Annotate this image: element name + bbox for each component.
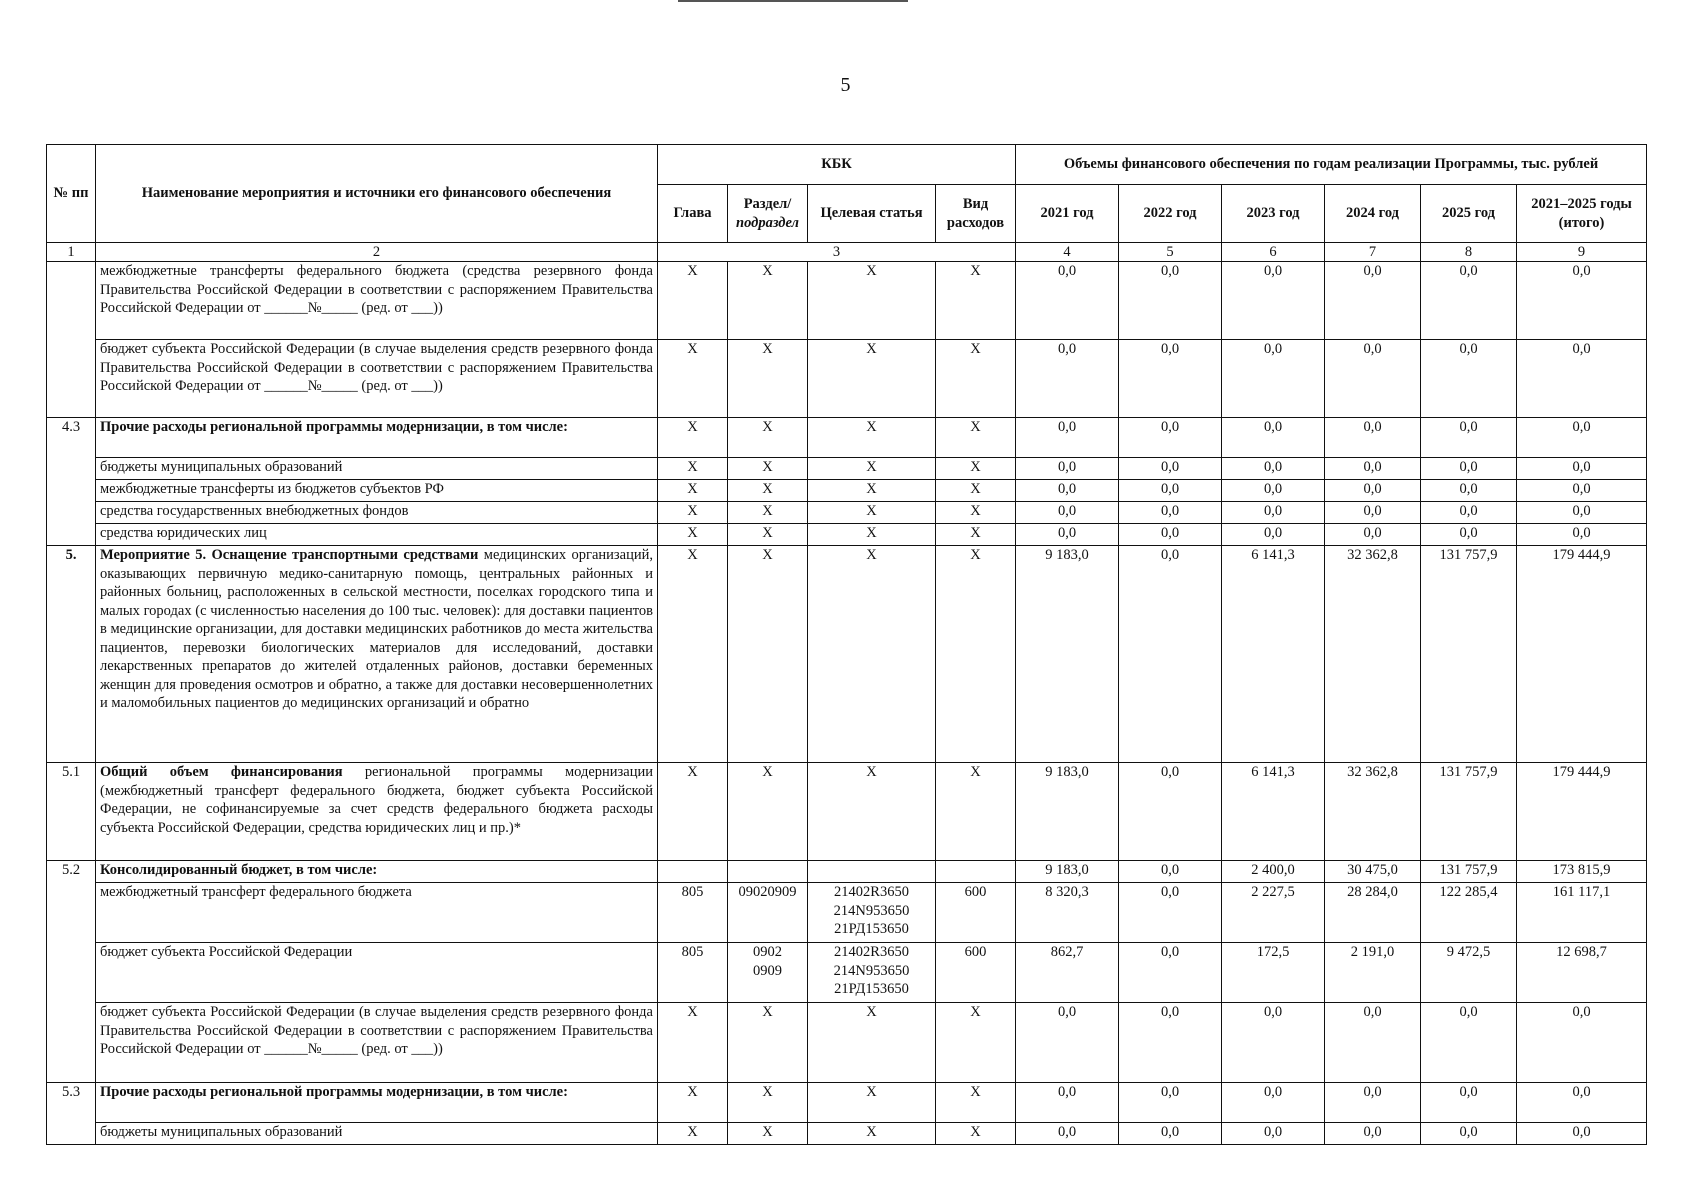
header-razdel — [728, 185, 808, 243]
value-cell: 28 284,0 — [1325, 883, 1421, 943]
index-cell: 7 — [1325, 243, 1421, 262]
value-cell: 179 444,9 — [1517, 546, 1647, 763]
kbk-tselevaya-cell: X — [808, 458, 936, 480]
kbk-vid-cell: X — [936, 458, 1016, 480]
header-year-2022: 2022 год — [1119, 185, 1222, 243]
kbk-razdel-cell: 0902 0909 — [728, 943, 808, 1003]
table-row — [47, 418, 1647, 458]
header-podrazdel-text: подраздел — [736, 214, 799, 231]
kbk-glava-cell: X — [658, 480, 728, 502]
kbk-glava-cell: X — [658, 1083, 728, 1123]
kbk-razdel-cell: X — [728, 480, 808, 502]
kbk-tselevaya-cell: X — [808, 763, 936, 861]
kbk-razdel-cell: X — [728, 763, 808, 861]
value-cell: 173 815,9 — [1517, 861, 1647, 883]
value-cell: 0,0 — [1222, 262, 1325, 340]
kbk-vid-cell — [936, 861, 1016, 883]
kbk-glava-cell: X — [658, 502, 728, 524]
value-cell: 0,0 — [1222, 1003, 1325, 1083]
value-cell: 0,0 — [1325, 340, 1421, 418]
row-description — [96, 883, 658, 943]
value-cell: 0,0 — [1119, 763, 1222, 861]
value-cell: 0,0 — [1325, 502, 1421, 524]
header-row-1 — [47, 145, 1647, 185]
kbk-razdel-cell: X — [728, 1003, 808, 1083]
kbk-razdel-cell: X — [728, 524, 808, 546]
table-row — [47, 480, 1647, 502]
header-num: № пп — [47, 145, 96, 243]
row-description-text: межбюджетный трансферт федерального бюджета — [100, 884, 412, 900]
index-cell: 1 — [47, 243, 96, 262]
value-cell: 0,0 — [1517, 502, 1647, 524]
value-cell: 0,0 — [1325, 1083, 1421, 1123]
value-cell: 0,0 — [1016, 262, 1119, 340]
value-cell: 0,0 — [1119, 861, 1222, 883]
row-description-text: бюджет субъекта Российской Федерации (в случае выделения средств резервного фонда Правительства Российской Федерации в соответствии с распоряжением Правительства Российской Федерации от ______№_____ (ред. от ___)) — [100, 1004, 653, 1058]
row-description — [96, 943, 658, 1003]
value-cell: 862,7 — [1016, 943, 1119, 1003]
kbk-razdel-cell: X — [728, 458, 808, 480]
value-cell: 30 475,0 — [1325, 861, 1421, 883]
kbk-glava-cell: X — [658, 524, 728, 546]
top-rule — [678, 0, 908, 2]
kbk-razdel-cell: X — [728, 262, 808, 340]
header-kbk: КБК — [658, 145, 1016, 185]
table-row — [47, 524, 1647, 546]
row-description-text: региональной программы модернизации (межбюджетный трансферт федерального бюджета, бюджет субъекта Российской Федерации, не софинансируемые за счет средств федерального бюджета расходы субъекта Российской Федерации, средства юридических лиц и пр.)* — [100, 764, 653, 836]
value-cell: 2 191,0 — [1325, 943, 1421, 1003]
kbk-razdel-cell: X — [728, 546, 808, 763]
header-volumes: Объемы финансового обеспечения по годам реализации Программы, тыс. рублей — [1016, 145, 1647, 185]
table-row — [47, 861, 1647, 883]
kbk-razdel-cell: X — [728, 1123, 808, 1145]
value-cell: 172,5 — [1222, 943, 1325, 1003]
row-description-text: бюджет субъекта Российской Федерации — [100, 944, 353, 960]
index-cell: 6 — [1222, 243, 1325, 262]
section-number: 5.2 — [47, 861, 96, 1083]
financing-table — [46, 144, 1647, 1145]
row-description-bold: Консолидированный бюджет, в том числе: — [100, 862, 378, 878]
kbk-vid-cell: X — [936, 480, 1016, 502]
value-cell: 0,0 — [1016, 480, 1119, 502]
table-row — [47, 1003, 1647, 1083]
value-cell: 131 757,9 — [1421, 546, 1517, 763]
header-year-2021: 2021 год — [1016, 185, 1119, 243]
kbk-glava-cell: X — [658, 763, 728, 861]
value-cell: 0,0 — [1119, 1123, 1222, 1145]
table-row — [47, 546, 1647, 763]
value-cell: 32 362,8 — [1325, 763, 1421, 861]
value-cell: 0,0 — [1119, 502, 1222, 524]
row-description — [96, 480, 658, 502]
kbk-glava-cell: X — [658, 1123, 728, 1145]
row-description — [96, 1123, 658, 1145]
header-year-2025: 2025 год — [1421, 185, 1517, 243]
row-description-text: межбюджетные трансферты федерального бюджета (средства резервного фонда Правительства Российской Федерации в соответствии с распоряжением Правительства Российской Федерации от ______№_____ (ред. от ___)) — [100, 263, 653, 317]
kbk-glava-cell: X — [658, 1003, 728, 1083]
value-cell: 122 285,4 — [1421, 883, 1517, 943]
value-cell: 0,0 — [1222, 524, 1325, 546]
index-cell: 2 — [96, 243, 658, 262]
value-cell: 0,0 — [1222, 418, 1325, 458]
row-description — [96, 1083, 658, 1123]
kbk-tselevaya-cell: X — [808, 340, 936, 418]
row-description-text: средства государственных внебюджетных фондов — [100, 503, 409, 519]
value-cell: 0,0 — [1517, 458, 1647, 480]
kbk-vid-cell: X — [936, 1003, 1016, 1083]
kbk-glava-cell: X — [658, 418, 728, 458]
value-cell: 0,0 — [1325, 1003, 1421, 1083]
value-cell: 0,0 — [1119, 418, 1222, 458]
row-description — [96, 458, 658, 480]
value-cell: 131 757,9 — [1421, 763, 1517, 861]
value-cell: 9 183,0 — [1016, 546, 1119, 763]
value-cell: 131 757,9 — [1421, 861, 1517, 883]
row-description-bold: Прочие расходы региональной программы модернизации, в том числе: — [100, 1084, 568, 1100]
value-cell: 0,0 — [1119, 1003, 1222, 1083]
table-row — [47, 943, 1647, 1003]
value-cell: 0,0 — [1222, 1083, 1325, 1123]
row-description — [96, 1003, 658, 1083]
value-cell: 0,0 — [1517, 1123, 1647, 1145]
kbk-tselevaya-cell: X — [808, 480, 936, 502]
section-number — [47, 262, 96, 418]
row-description — [96, 502, 658, 524]
value-cell: 0,0 — [1421, 502, 1517, 524]
row-description — [96, 861, 658, 883]
table-body — [47, 262, 1647, 1145]
kbk-vid-cell: X — [936, 1123, 1016, 1145]
kbk-tselevaya-cell: X — [808, 502, 936, 524]
kbk-vid-cell: X — [936, 763, 1016, 861]
kbk-vid-cell: X — [936, 546, 1016, 763]
kbk-tselevaya-cell: X — [808, 524, 936, 546]
value-cell: 0,0 — [1517, 480, 1647, 502]
index-cell: 5 — [1119, 243, 1222, 262]
row-description-text: средства юридических лиц — [100, 525, 267, 541]
row-description-bold: Общий объем финансирования — [100, 764, 343, 780]
kbk-tselevaya-cell: X — [808, 262, 936, 340]
value-cell: 6 141,3 — [1222, 763, 1325, 861]
table-row — [47, 340, 1647, 418]
value-cell: 0,0 — [1119, 262, 1222, 340]
value-cell: 0,0 — [1325, 524, 1421, 546]
value-cell: 9 183,0 — [1016, 763, 1119, 861]
value-cell: 0,0 — [1222, 458, 1325, 480]
value-cell: 0,0 — [1016, 340, 1119, 418]
value-cell: 0,0 — [1119, 1083, 1222, 1123]
section-number: 5.1 — [47, 763, 96, 861]
index-cell: 8 — [1421, 243, 1517, 262]
value-cell: 0,0 — [1325, 458, 1421, 480]
row-description-text: бюджеты муниципальных образований — [100, 459, 343, 475]
kbk-tselevaya-cell — [808, 861, 936, 883]
kbk-glava-cell: X — [658, 262, 728, 340]
kbk-razdel-cell — [728, 861, 808, 883]
header-year-2023: 2023 год — [1222, 185, 1325, 243]
value-cell: 0,0 — [1517, 340, 1647, 418]
kbk-glava-cell — [658, 861, 728, 883]
section-number: 4.3 — [47, 418, 96, 546]
header-year-total: 2021–2025 годы (итого) — [1517, 185, 1647, 243]
kbk-razdel-cell: X — [728, 502, 808, 524]
value-cell: 0,0 — [1119, 883, 1222, 943]
value-cell: 0,0 — [1517, 1083, 1647, 1123]
kbk-razdel-cell: X — [728, 340, 808, 418]
value-cell: 2 400,0 — [1222, 861, 1325, 883]
kbk-glava-cell: 805 — [658, 943, 728, 1003]
row-description — [96, 763, 658, 861]
value-cell: 0,0 — [1016, 1123, 1119, 1145]
value-cell: 0,0 — [1421, 524, 1517, 546]
value-cell: 0,0 — [1016, 1003, 1119, 1083]
value-cell: 0,0 — [1119, 458, 1222, 480]
table-row — [47, 1083, 1647, 1123]
row-description — [96, 262, 658, 340]
kbk-glava-cell: X — [658, 458, 728, 480]
value-cell: 0,0 — [1222, 480, 1325, 502]
section-number: 5. — [47, 546, 96, 763]
value-cell: 0,0 — [1119, 524, 1222, 546]
row-description-text: бюджет субъекта Российской Федерации (в случае выделения средств резервного фонда Правительства Российской Федерации в соответствии с распоряжением Правительства Российской Федерации от ______№_____ (ред. от ___)) — [100, 341, 653, 395]
value-cell: 0,0 — [1421, 480, 1517, 502]
value-cell: 9 472,5 — [1421, 943, 1517, 1003]
value-cell: 0,0 — [1325, 1123, 1421, 1145]
value-cell: 0,0 — [1517, 262, 1647, 340]
value-cell: 0,0 — [1325, 480, 1421, 502]
value-cell: 0,0 — [1016, 524, 1119, 546]
kbk-tselevaya-cell: 21402R3650 214N953650 21РД153650 — [808, 883, 936, 943]
row-description-text: медицинских организаций, оказывающих первичную медико-санитарную помощь, центральных районных и районных больниц, расположенных в сельской местности, поселках городского типа и малых городах (с численностью населения до 100 тыс. человек): для доставки пациентов в медицинские организации, для доставки медицинских работников до места жительства пациентов, перевозки биологических материалов для исследований, доставки лекарственных препаратов до жителей отдаленных районов, доставки беременных женщин для проведения осмотров и обратно, а также для доставки несовершеннолетних и маломобильных пациентов до медицинских организаций и обратно — [100, 547, 653, 712]
table-row — [47, 1123, 1647, 1145]
kbk-tselevaya-cell: 21402R3650 214N953650 21РД153650 — [808, 943, 936, 1003]
kbk-razdel-cell: X — [728, 1083, 808, 1123]
kbk-vid-cell: X — [936, 262, 1016, 340]
value-cell: 0,0 — [1421, 458, 1517, 480]
header-name: Наименование мероприятия и источники его финансового обеспечения — [96, 145, 658, 243]
kbk-vid-cell: 600 — [936, 943, 1016, 1003]
value-cell: 0,0 — [1222, 502, 1325, 524]
header-tselevaya: Целевая статья — [808, 185, 936, 243]
value-cell: 0,0 — [1325, 418, 1421, 458]
kbk-tselevaya-cell: X — [808, 418, 936, 458]
value-cell: 0,0 — [1119, 943, 1222, 1003]
value-cell: 0,0 — [1421, 1083, 1517, 1123]
value-cell: 8 320,3 — [1016, 883, 1119, 943]
header-razdel-text: Раздел/ — [743, 195, 792, 212]
value-cell: 0,0 — [1119, 340, 1222, 418]
column-index-row — [47, 243, 1647, 262]
kbk-glava-cell: 805 — [658, 883, 728, 943]
header-vid: Вид расходов — [936, 185, 1016, 243]
row-description-text: бюджеты муниципальных образований — [100, 1124, 343, 1140]
index-cell: 4 — [1016, 243, 1119, 262]
table-row — [47, 763, 1647, 861]
kbk-vid-cell: X — [936, 524, 1016, 546]
value-cell: 179 444,9 — [1517, 763, 1647, 861]
table-row — [47, 458, 1647, 480]
index-cell: 3 — [658, 243, 1016, 262]
table-row — [47, 502, 1647, 524]
value-cell: 0,0 — [1421, 1003, 1517, 1083]
value-cell: 12 698,7 — [1517, 943, 1647, 1003]
row-description-bold: Мероприятие 5. Оснащение транспортными средствами — [100, 547, 479, 563]
kbk-vid-cell: X — [936, 418, 1016, 458]
value-cell: 0,0 — [1517, 1003, 1647, 1083]
kbk-razdel-cell: X — [728, 418, 808, 458]
kbk-tselevaya-cell: X — [808, 1003, 936, 1083]
value-cell: 2 227,5 — [1222, 883, 1325, 943]
row-description-bold: Прочие расходы региональной программы модернизации, в том числе: — [100, 419, 568, 435]
value-cell: 0,0 — [1222, 340, 1325, 418]
page-number: 5 — [840, 74, 851, 96]
row-description-text: межбюджетные трансферты из бюджетов субъектов РФ — [100, 481, 444, 497]
section-number: 5.3 — [47, 1083, 96, 1145]
row-description — [96, 546, 658, 763]
kbk-tselevaya-cell: X — [808, 1083, 936, 1123]
kbk-vid-cell: 600 — [936, 883, 1016, 943]
kbk-vid-cell: X — [936, 340, 1016, 418]
row-description — [96, 524, 658, 546]
value-cell: 0,0 — [1517, 418, 1647, 458]
row-description — [96, 340, 658, 418]
header-glava: Глава — [658, 185, 728, 243]
value-cell: 0,0 — [1016, 458, 1119, 480]
kbk-glava-cell: X — [658, 546, 728, 763]
kbk-vid-cell: X — [936, 1083, 1016, 1123]
value-cell: 0,0 — [1016, 418, 1119, 458]
value-cell: 0,0 — [1119, 480, 1222, 502]
value-cell: 0,0 — [1421, 1123, 1517, 1145]
value-cell: 0,0 — [1421, 418, 1517, 458]
kbk-tselevaya-cell: X — [808, 546, 936, 763]
index-cell: 9 — [1517, 243, 1647, 262]
value-cell: 0,0 — [1421, 262, 1517, 340]
value-cell: 0,0 — [1016, 502, 1119, 524]
value-cell: 6 141,3 — [1222, 546, 1325, 763]
kbk-glava-cell: X — [658, 340, 728, 418]
header-year-2024: 2024 год — [1325, 185, 1421, 243]
value-cell: 0,0 — [1016, 1083, 1119, 1123]
kbk-razdel-cell: 09020909 — [728, 883, 808, 943]
kbk-tselevaya-cell: X — [808, 1123, 936, 1145]
kbk-vid-cell: X — [936, 502, 1016, 524]
table-row — [47, 262, 1647, 340]
value-cell: 0,0 — [1517, 524, 1647, 546]
value-cell: 32 362,8 — [1325, 546, 1421, 763]
value-cell: 161 117,1 — [1517, 883, 1647, 943]
value-cell: 0,0 — [1222, 1123, 1325, 1145]
table-row — [47, 883, 1647, 943]
row-description — [96, 418, 658, 458]
value-cell: 0,0 — [1421, 340, 1517, 418]
value-cell: 0,0 — [1119, 546, 1222, 763]
value-cell: 0,0 — [1325, 262, 1421, 340]
value-cell: 9 183,0 — [1016, 861, 1119, 883]
